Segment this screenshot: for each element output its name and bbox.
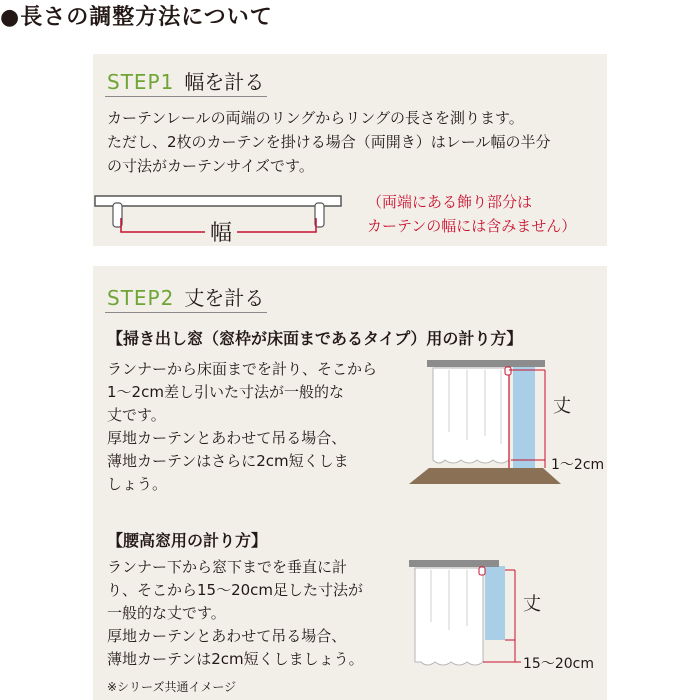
waist-window-line: 一般的な丈です。 (107, 604, 226, 622)
floor-window-text (107, 358, 377, 496)
waist-window-text (107, 556, 364, 671)
waist-window-line: 厚地カーテンとあわせて吊る場合、 (107, 627, 347, 645)
floor (409, 468, 561, 484)
width-measure-left (121, 218, 205, 232)
length-label: 丈 (553, 396, 571, 417)
gap-label: 15～20cm (523, 656, 594, 672)
width-measure-right (237, 218, 316, 232)
floor-window-diagram (409, 352, 607, 488)
floor-window-line: しょう。 (107, 475, 168, 493)
step2-underline (105, 312, 267, 313)
step1-line: ただし、2枚のカーテンを掛ける場合（両開き）はレール幅の半分 (107, 133, 551, 151)
step2-label: 丈を計る (184, 286, 265, 310)
curtain-rail (427, 360, 545, 367)
runner-hook (505, 367, 511, 375)
step1-line: カーテンレールの両端のリングからリングの長さを測ります。 (107, 109, 524, 127)
page-title: ●長さの調整方法について (0, 5, 273, 30)
step1-number: STEP1 (107, 70, 175, 94)
width-note-line: カーテンの幅には含みません） (367, 217, 577, 235)
waist-window-diagram (403, 552, 607, 676)
window-glass (513, 366, 535, 468)
curtain-rail (95, 196, 341, 206)
width-label: 幅 (209, 221, 233, 246)
step1-label: 幅を計る (184, 70, 265, 94)
waist-window-line: ランナー下から窓下までを垂直に計 (107, 558, 348, 576)
window-glass (485, 566, 505, 640)
step1-heading (107, 66, 264, 95)
gap-label: 1～2cm (551, 457, 605, 473)
floor-window-line: 厚地カーテンとあわせて吊る場合、 (107, 429, 347, 447)
step1-underline (105, 96, 267, 97)
sheer-curtain (433, 368, 509, 463)
curtain-rail (409, 560, 499, 567)
waist-window-heading: 【腰高窓用の計り方】 (107, 531, 268, 550)
waist-window-line: り、そこから15～20cm足した寸法が (107, 581, 364, 599)
step2-heading (107, 282, 264, 311)
floor-window-line: 丈です。 (107, 406, 166, 424)
length-label: 丈 (523, 594, 541, 615)
waist-window-line: 薄地カーテンは2cm短くしましょう。 (107, 650, 364, 668)
step1-line: の寸法がカーテンサイズです。 (107, 157, 314, 175)
floor-window-line: ランナーから床面までを計り、そこから (107, 360, 378, 378)
step1-panel (93, 54, 607, 246)
floor-window-heading: 【掃き出し窓（窓枠が床面まであるタイプ）用の計り方】 (107, 329, 523, 348)
step2-panel (93, 266, 607, 700)
step1-text (107, 106, 551, 178)
width-note-line: （両端にある飾り部分は (367, 193, 533, 211)
width-note (367, 190, 576, 238)
step2-number: STEP2 (107, 286, 175, 310)
rail-width-diagram (93, 190, 353, 246)
footnote: ※シリーズ共通イメージ (107, 680, 237, 694)
runner-hook (479, 567, 485, 575)
floor-window-line: 薄地カーテンはさらに2cm短くしま (107, 452, 349, 470)
floor-window-line: 1～2cm差し引いた寸法が一般的な (107, 383, 344, 401)
